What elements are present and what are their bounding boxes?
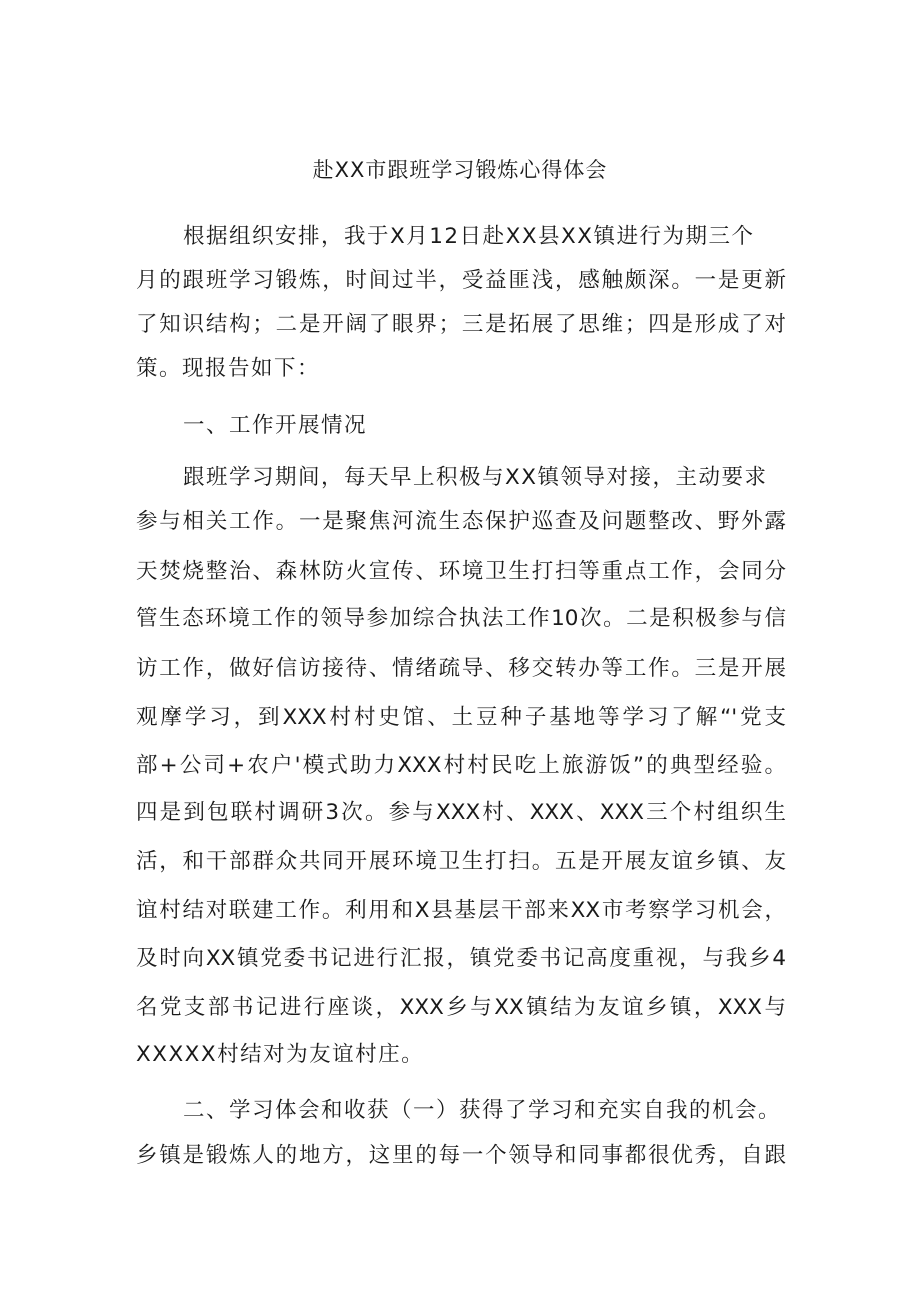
paragraph-line: 月的跟班学习锻炼，时间过半，受益匪浅，感触颇深。一是更新 bbox=[136, 268, 786, 293]
document-title: 赴XX市跟班学习锻炼心得体会 bbox=[312, 158, 608, 182]
paragraph-line: 名党支部书记进行座谈，XXX乡与XX镇结为友谊乡镇，XXX与 bbox=[136, 995, 786, 1020]
paragraph-line: 了知识结构；二是开阔了眼界；三是拓展了思维；四是形成了对 bbox=[136, 312, 786, 337]
paragraph-line: 部+公司+农户'模式助力XXX村村民吃上旅游饭”的典型经验。 bbox=[136, 753, 786, 778]
section-heading: 二、学习体会和收获（一）获得了学习和充实自我的机会。 bbox=[183, 1098, 782, 1123]
paragraph-line: 参与相关工作。一是聚焦河流生态保护巡查及问题整改、野外露 bbox=[136, 509, 786, 534]
paragraph-line: 策。现报告如下： bbox=[136, 356, 321, 381]
paragraph-line: 根据组织安排，我于X月12日赴XX县XX镇进行为期三个 bbox=[183, 224, 755, 249]
paragraph-line: 观摩学习，到XXX村村史馆、土豆种子基地等学习了解“'党支 bbox=[136, 705, 786, 730]
paragraph-line: 天焚烧整治、森林防火宣传、环境卫生打扫等重点工作，会同分 bbox=[136, 559, 786, 584]
paragraph-line: 活，和干部群众共同开展环境卫生打扫。五是开展友谊乡镇、友 bbox=[136, 849, 786, 874]
section-heading: 一、工作开展情况 bbox=[183, 413, 368, 438]
paragraph-line: 管生态环境工作的领导参加综合执法工作10次。二是积极参与信 bbox=[136, 606, 786, 631]
paragraph-line: 四是到包联村调研3次。参与XXX村、XXX、XXX三个村组织生 bbox=[136, 800, 786, 825]
paragraph-line: XXXXX村结对为友谊村庄。 bbox=[136, 1042, 425, 1067]
paragraph-line: 谊村结对联建工作。利用和X县基层干部来XX市考察学习机会， bbox=[136, 898, 786, 923]
paragraph-line: 及时向XX镇党委书记进行汇报，镇党委书记高度重视，与我乡4 bbox=[136, 946, 786, 971]
paragraph-line: 访工作，做好信访接待、情绪疏导、移交转办等工作。三是开展 bbox=[136, 656, 786, 681]
paragraph-line: 乡镇是锻炼人的地方，这里的每一个领导和同事都很优秀，自跟 bbox=[136, 1143, 786, 1168]
paragraph-line: 跟班学习期间，每天早上积极与XX镇领导对接，主动要求 bbox=[183, 465, 768, 490]
